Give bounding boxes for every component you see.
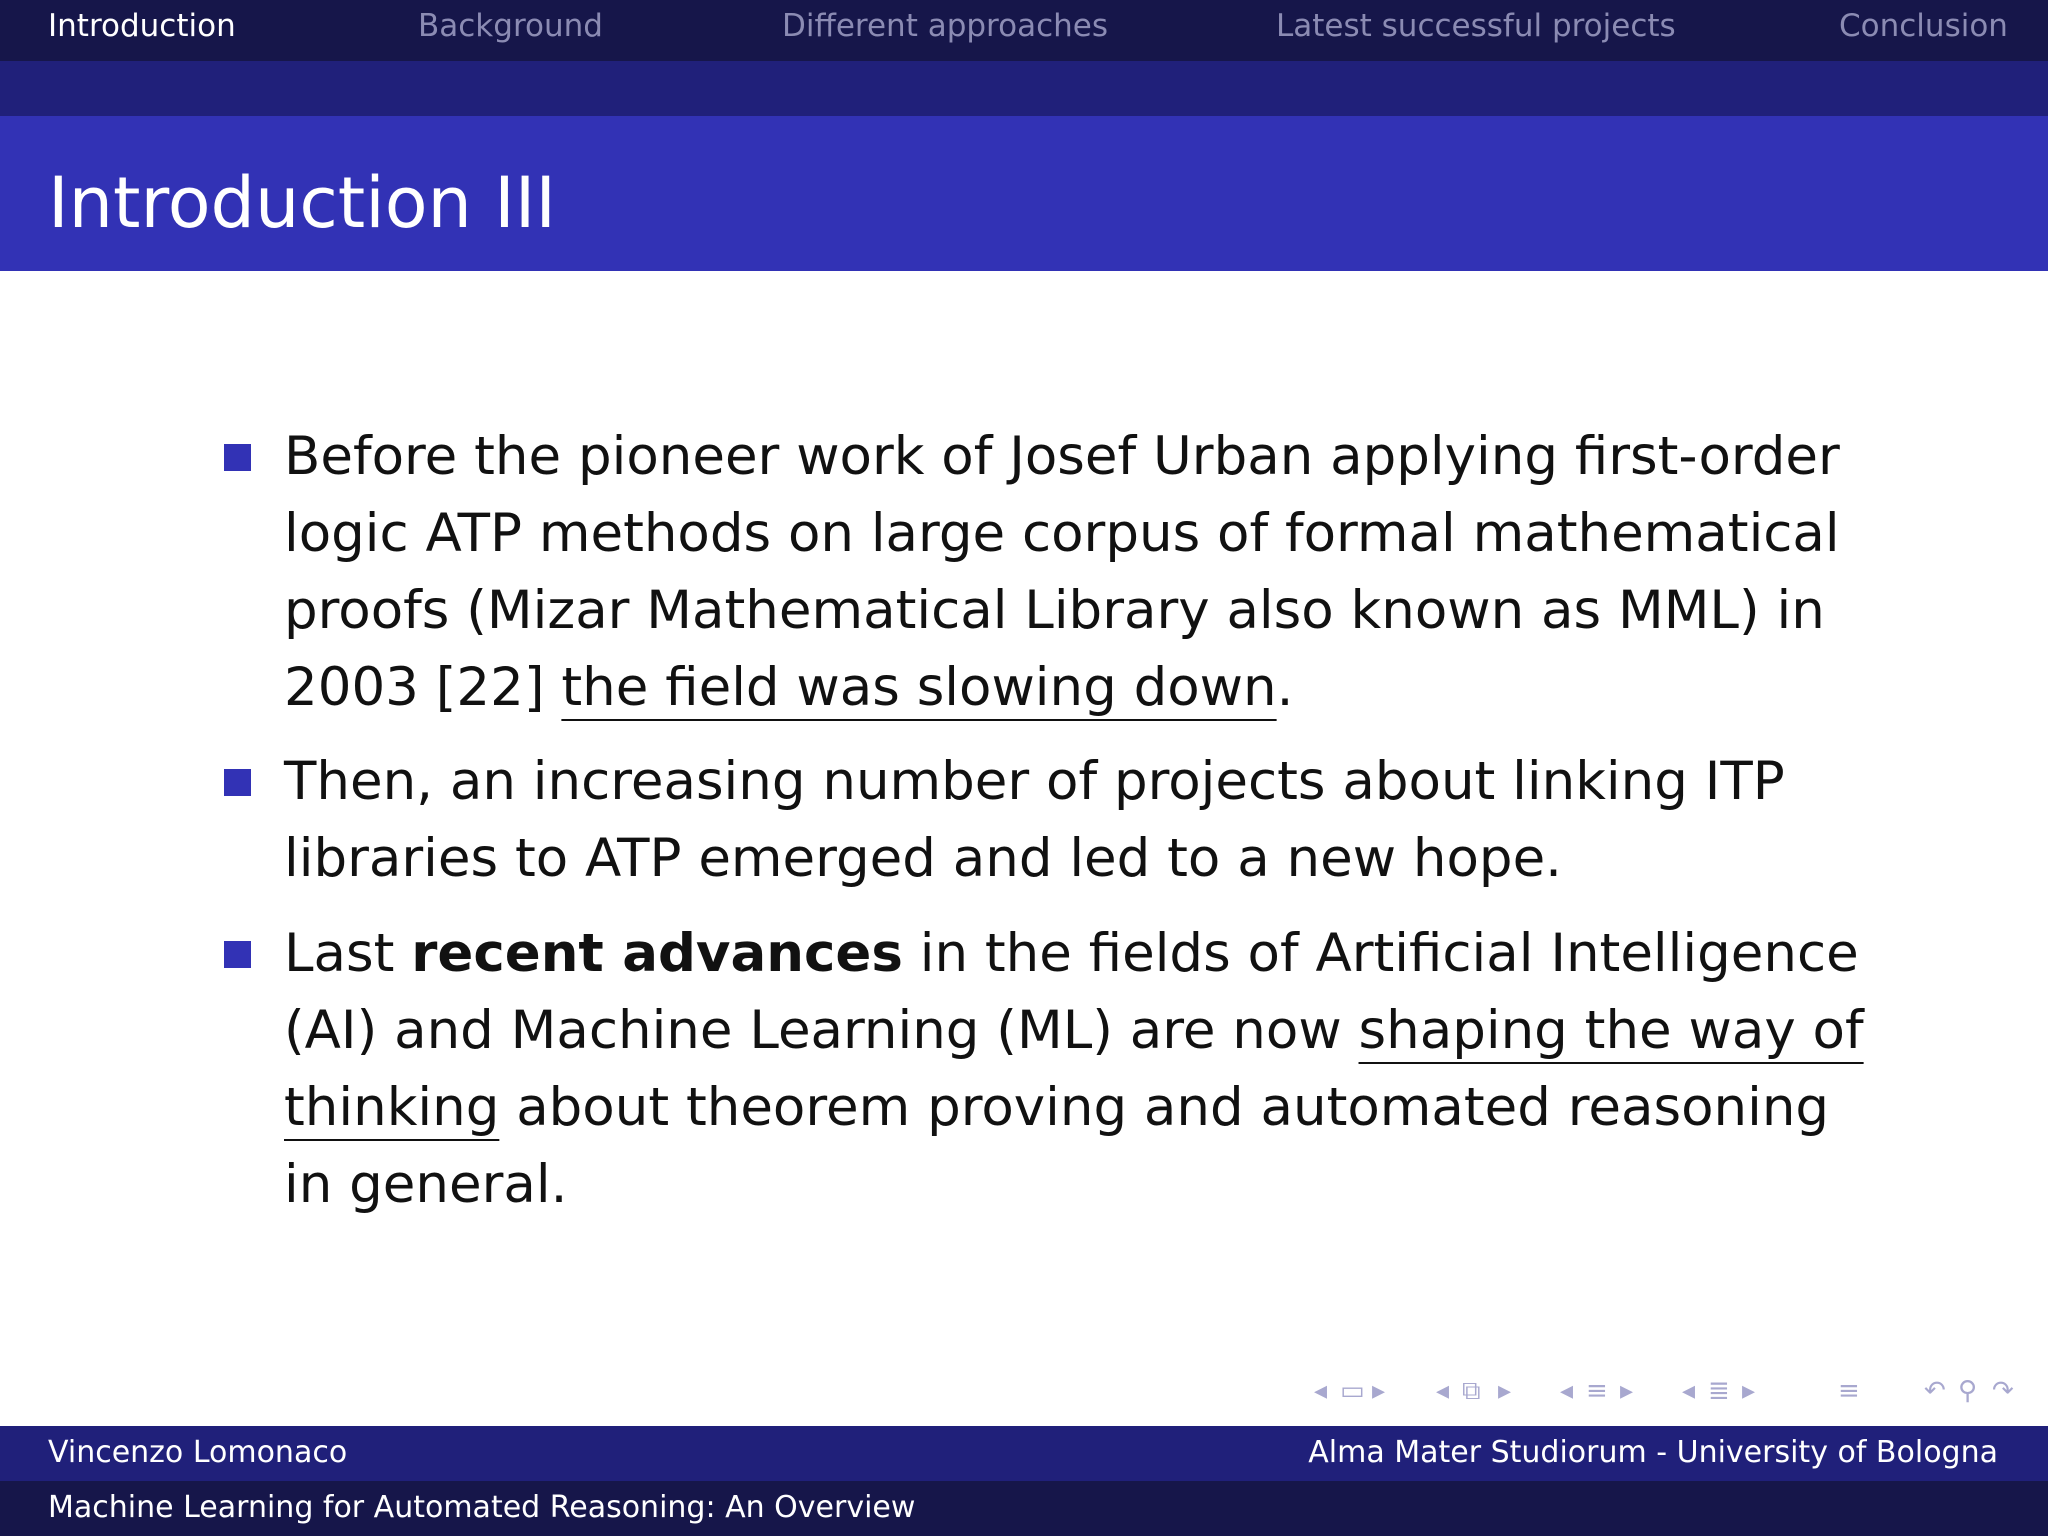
nav-next-icon[interactable]: ▸ (1372, 1376, 1386, 1406)
nav-section-conclusion[interactable]: Conclusion (1839, 8, 2008, 44)
bullet-item (284, 743, 1884, 897)
align-icon[interactable]: ≡ (1838, 1376, 1860, 1406)
search-icon[interactable]: ⚲ (1958, 1376, 1978, 1406)
nav-prev-icon[interactable]: ◂ (1560, 1376, 1574, 1406)
nav-next-icon[interactable]: ▸ (1742, 1376, 1756, 1406)
section-icon[interactable]: ≡ (1586, 1376, 1608, 1406)
subsection-bar (0, 61, 2048, 116)
bullet-square-icon (224, 769, 251, 796)
forward-icon[interactable]: ↷ (1992, 1376, 2014, 1406)
frame-icon[interactable]: ▭ (1340, 1376, 1365, 1406)
slide-title: Introduction III (48, 162, 557, 244)
nav-section-different-approaches[interactable]: Different approaches (782, 8, 1108, 44)
nav-section-latest-successful-projects[interactable]: Latest successful projects (1276, 8, 1676, 44)
footer-talk-title: Machine Learning for Automated Reasoning: An Overview (48, 1490, 916, 1525)
section-icon[interactable]: ≣ (1708, 1376, 1730, 1406)
bullet-item (284, 915, 1884, 1223)
bullet-text: Then, an increasing number of projects about linking ITP libraries to ATP emerged and led to a new hope. (284, 751, 1785, 889)
nav-section-background[interactable]: Background (418, 8, 603, 44)
slide-content (0, 271, 2048, 1426)
nav-next-icon[interactable]: ▸ (1620, 1376, 1634, 1406)
frame-title-bar (0, 116, 2048, 271)
nav-prev-icon[interactable]: ◂ (1314, 1376, 1328, 1406)
footer-author-bar (0, 1426, 2048, 1481)
footer-author: Vincenzo Lomonaco (48, 1435, 348, 1470)
section-navigation-bar (0, 0, 2048, 61)
bullet-text: Last (284, 923, 412, 984)
bullet-square-icon (224, 444, 251, 471)
subsection-icon[interactable]: ⧉ (1462, 1376, 1481, 1406)
bullet-text: Before the pioneer work of Josef Urban applying first-order logic ATP methods on large corpus of formal mathematical proofs (Mizar Mathematical Library also known as MML) in 2003 [22] (284, 426, 1840, 718)
nav-prev-icon[interactable]: ◂ (1436, 1376, 1450, 1406)
bullet-text: about theorem proving and automated reasoning in general. (284, 1077, 1830, 1215)
nav-prev-icon[interactable]: ◂ (1682, 1376, 1696, 1406)
nav-section-introduction[interactable]: Introduction (48, 8, 236, 44)
footer-institution: Alma Mater Studiorum - University of Bologna (1308, 1435, 1998, 1470)
bullet-item (284, 418, 1884, 726)
bullet-underlined-text: shaping the way of thinking (284, 1000, 1864, 1138)
bullet-underlined-text: the field was slowing down (561, 657, 1277, 718)
bullet-square-icon (224, 941, 251, 968)
back-icon[interactable]: ↶ (1924, 1376, 1946, 1406)
footer-title-bar (0, 1481, 2048, 1536)
bullet-bold-text: recent advances (411, 923, 903, 984)
bullet-text: . (1276, 657, 1294, 718)
nav-next-icon[interactable]: ▸ (1498, 1376, 1512, 1406)
beamer-navigation-symbols (1310, 1376, 2030, 1416)
bullet-text: in the fields of Artificial Intelligence (AI) and Machine Learning (ML) are now (284, 923, 1859, 1061)
